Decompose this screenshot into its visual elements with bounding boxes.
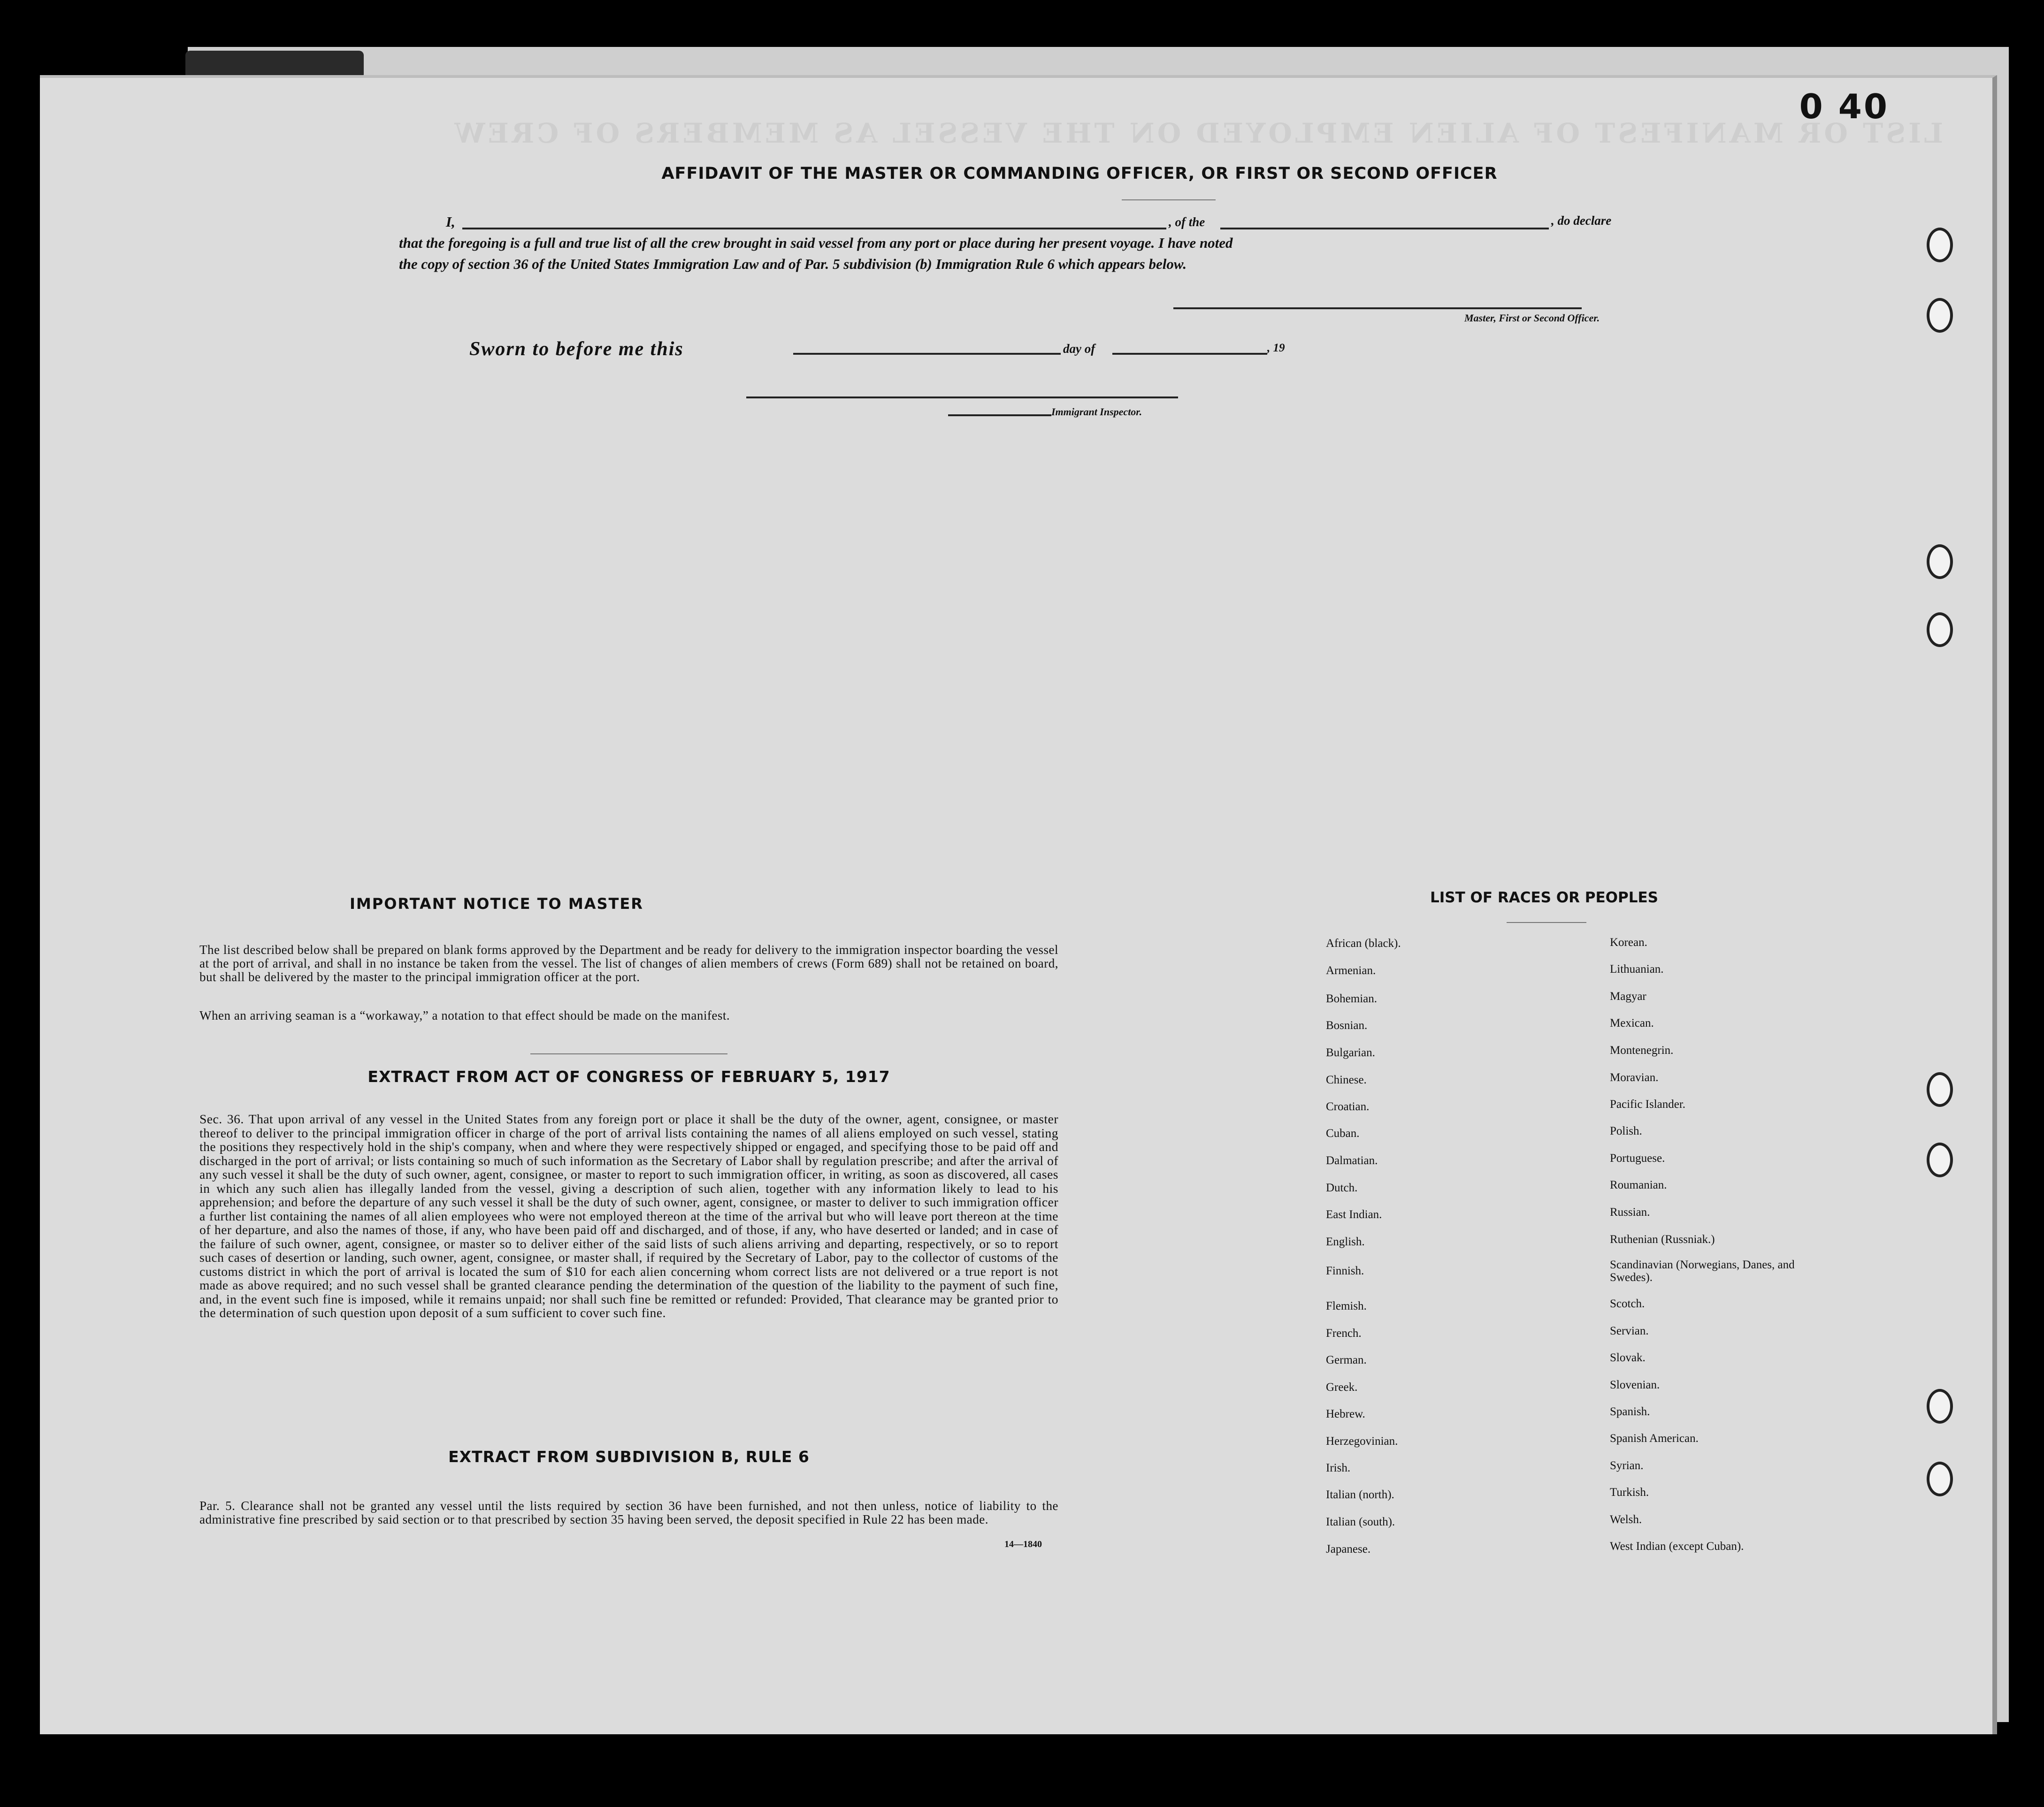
race-item: Scandinavian (Norwegians, Danes, and Swedes).	[1610, 1258, 1795, 1284]
binder-hole	[1927, 228, 1953, 262]
binder-hole	[1927, 1143, 1953, 1177]
sworn-label: Sworn to before me this	[469, 338, 684, 360]
year-label: , 19	[1267, 342, 1285, 354]
master-signature-line	[1173, 307, 1582, 309]
binder-hole	[1927, 298, 1953, 333]
day-of-label: day of	[1063, 342, 1095, 356]
vessel-line	[1220, 228, 1549, 229]
race-item: Spanish American.	[1610, 1432, 1699, 1445]
race-item: German.	[1326, 1354, 1367, 1366]
master-signature-label: Master, First or Second Officer.	[1464, 312, 1600, 324]
race-item: Italian (south).	[1326, 1516, 1395, 1528]
binder-hole	[1927, 612, 1953, 647]
races-title: LIST OF RACES OR PEOPLES	[1430, 889, 1659, 906]
do-declare-label: , do declare	[1551, 213, 1612, 228]
race-item: Spanish.	[1610, 1405, 1650, 1418]
race-item: Polish.	[1610, 1125, 1642, 1137]
inspector-signature-label: Immigrant Inspector.	[1051, 406, 1142, 418]
race-item: Bulgarian.	[1326, 1046, 1375, 1059]
race-item: African (black).	[1326, 937, 1401, 950]
race-item: Bohemian.	[1326, 992, 1378, 1005]
extract-rule-heading: EXTRACT FROM SUBDIVISION B, RULE 6	[448, 1448, 810, 1466]
race-item: Portuguese.	[1610, 1152, 1665, 1165]
race-item: Irish.	[1326, 1462, 1351, 1474]
race-item: Hebrew.	[1326, 1408, 1365, 1420]
race-item: Chinese.	[1326, 1074, 1367, 1086]
notice-paragraph-2: When an arriving seaman is a “workaway,” a notation to that effect should be made on the manifest.	[199, 1008, 730, 1022]
extract-act-heading: EXTRACT FROM ACT OF CONGRESS OF FEBRUARY 5, 1917	[367, 1067, 890, 1086]
race-item: English.	[1326, 1235, 1365, 1248]
race-item: Italian (north).	[1326, 1488, 1394, 1501]
divider	[1507, 922, 1586, 923]
race-item: Bosnian.	[1326, 1019, 1368, 1032]
affidavit-title: AFFIDAVIT OF THE MASTER OR COMMANDING OFFICER, OR FIRST OR SECOND OFFICER	[661, 164, 1498, 183]
race-item: Greek.	[1326, 1381, 1358, 1394]
race-item: Slovenian.	[1610, 1379, 1660, 1391]
race-item: Turkish.	[1610, 1486, 1649, 1499]
race-item: Scotch.	[1610, 1297, 1645, 1310]
page-tab	[185, 51, 364, 79]
notice-heading: IMPORTANT NOTICE TO MASTER	[350, 895, 643, 913]
form-page	[40, 75, 1997, 1734]
affidavit-line-3: the copy of section 36 of the United States Immigration Law and of Par. 5 subdivision (b) Immigration Rule 6 which appears below.	[399, 256, 1187, 272]
affidavit-line-2: that the foregoing is a full and true list of all the crew brought in said vessel from any port or place during her present voyage. I have noted	[399, 235, 1233, 251]
race-item: Servian.	[1610, 1325, 1649, 1337]
race-item: Welsh.	[1610, 1513, 1642, 1526]
inspector-short-line	[948, 414, 1051, 416]
binder-hole	[1927, 544, 1953, 579]
race-item: Flemish.	[1326, 1300, 1367, 1312]
race-item: Dalmatian.	[1326, 1154, 1378, 1167]
extract-rule-text: Par. 5. Clearance shall not be granted any vessel until the lists required by section 36 have been furnished, and not then unless, notice of liability to the administrative fine prescribed by said section or to that prescribed by section 35 having been served, the deposit specified in Rule 22 has been made.	[199, 1499, 1058, 1526]
race-item: West Indian (except Cuban).	[1610, 1540, 1744, 1553]
form-number: 14—1840	[1004, 1539, 1042, 1549]
race-item: French.	[1326, 1327, 1362, 1340]
extract-act-text: Sec. 36. That upon arrival of any vessel in the United States from any foreign port or place it shall be the duty of the owner, agent, consignee, or master thereof to deliver to the principal immigration officer in charge of the port of arrival lists containing the names of all aliens employed on such vessel, stating the positions they respectively hold in the ship's company, when and where they were respectively shipped or engaged, and specifying those to be paid off and discharged in the port of arrival; or lists containing so much of such information as the Secretary of Labor shall by regulation prescribe; and after the arrival of any such vessel it shall be the duty of such owner, agent, consignee, or master to report to such immigration officer, in writing, as soon as discovered, all cases in which any such alien has illegally landed from the vessel, giving a description of such alien, together with any information likely to lead to his apprehension; and before the departure of any such vessel it shall be the duty of such owner, agent, consignee, or master to deliver to such immigration officer a further list containing the names of all alien employees who were not employed thereon at the time of the arrival but who will leave port thereon at the time of her departure, and also the names of those, if any, who have been paid off and discharged, and of those, if any, who have deserted or landed; and in case of the failure of such owner, agent, consignee, or master so to deliver either of the said lists of such aliens arriving and departing, respectively, or so to report such cases of desertion or landing, such owner, agent, consignee, or master shall, if required by the Secretary of Labor, pay to the collector of customs of the customs district in which the port of arrival is located the sum of $10 for each alien concerning whom correct lists are not delivered or a true report is not made as above required; and no such vessel shall be granted clearance pending the determination of the question of the liability to the payment of such fine, and, in the event such fine is imposed, while it remains unpaid; nor shall such fine be remitted or refunded: Provided, That clearance may be granted prior to the determination of such question upon deposit of a sum sufficient to cover such fine.	[199, 1112, 1058, 1320]
divider	[1122, 199, 1216, 200]
race-item: Korean.	[1610, 936, 1647, 949]
race-item: Russian.	[1610, 1206, 1650, 1219]
binder-hole	[1927, 1462, 1953, 1496]
race-item: Croatian.	[1326, 1100, 1370, 1113]
race-item: Japanese.	[1326, 1543, 1371, 1555]
divider	[530, 1053, 727, 1054]
i-label: I,	[446, 213, 455, 230]
race-item: Mexican.	[1610, 1017, 1654, 1029]
inspector-signature-line	[746, 396, 1178, 398]
binder-hole	[1927, 1072, 1953, 1107]
race-item: Ruthenian (Russniak.)	[1610, 1233, 1715, 1246]
race-item: Lithuanian.	[1610, 963, 1664, 976]
of-the-label: , of the	[1169, 215, 1205, 229]
race-item: Roumanian.	[1610, 1179, 1667, 1191]
binder-hole	[1927, 1389, 1953, 1424]
bleed-through-heading: LIST OR MANIFEST OF ALIEN EMPLOYED ON THE VESSEL AS MEMBERS OF CREW	[452, 117, 1943, 149]
page-stamp: 0 40	[1799, 87, 1889, 126]
race-item: Dutch.	[1326, 1182, 1358, 1194]
name-line	[462, 228, 1166, 229]
race-item: Syrian.	[1610, 1459, 1644, 1472]
race-item: Moravian.	[1610, 1071, 1659, 1084]
race-item: East Indian.	[1326, 1208, 1382, 1221]
race-item: Herzegovinian.	[1326, 1435, 1398, 1448]
race-item: Armenian.	[1326, 964, 1376, 977]
race-item: Pacific Islander.	[1610, 1098, 1686, 1111]
race-item: Slovak.	[1610, 1351, 1646, 1364]
race-item: Montenegrin.	[1610, 1044, 1674, 1057]
race-item: Cuban.	[1326, 1127, 1360, 1140]
race-item: Magyar	[1610, 990, 1646, 1003]
month-line	[1112, 353, 1267, 355]
race-item: Finnish.	[1326, 1265, 1364, 1277]
notice-paragraph-1: The list described below shall be prepared on blank forms approved by the Department and be ready for delivery to the immigration inspector boarding the vessel at the port of arrival, and shall in no instance be taken from the vessel. The list of changes of alien members of crews (Form 689) shall not be retained on board, but shall be delivered by the master to the principal immigration officer at the port.	[199, 943, 1058, 984]
sworn-day-line	[793, 353, 1061, 355]
